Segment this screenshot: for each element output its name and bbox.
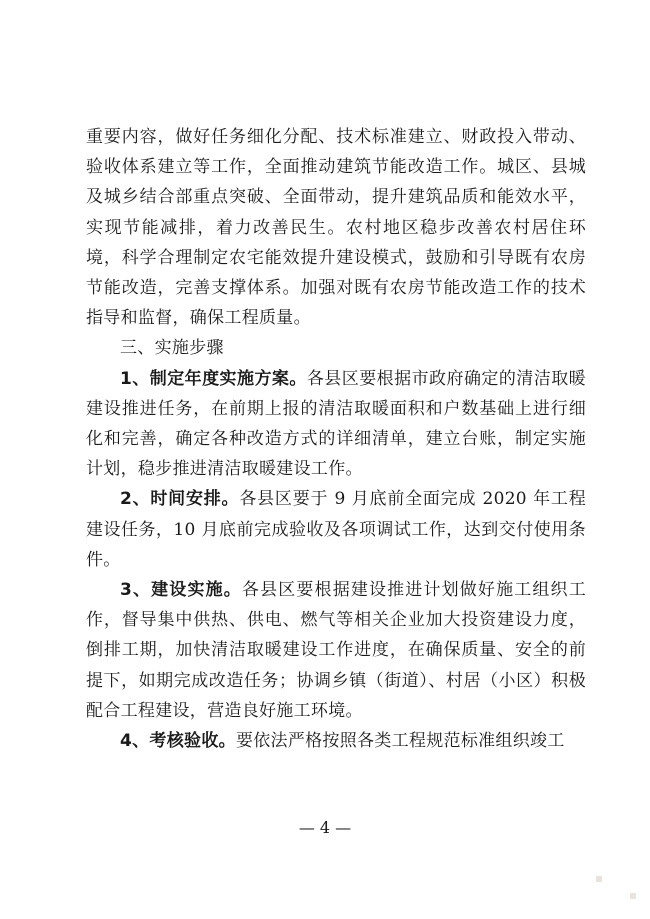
scan-mark <box>630 893 636 899</box>
step-title-4: 4、考核验收。 <box>120 731 236 752</box>
step-title-3: 3、建设实施。 <box>120 580 242 601</box>
scan-mark <box>596 876 602 882</box>
page-number: — 4 — <box>298 818 352 837</box>
step-item-4 <box>86 726 586 756</box>
step-item-3 <box>86 575 586 726</box>
paragraph-continuation: 重要内容，做好任务细化分配、技术标准建立、财政投入带动、验收体系建立等工作，全面推动建筑节能改造工作。城区、县城及城乡结合部重点突破、全面带动，提升建筑品质和能效水平，实现节能减排，着力改善民生。农村地区稳步改善农村居住环境，科学合理制定农宅能效提升建设模式，鼓励和引导既有农房节能改造，完善支撑体系。加强对既有农房节能改造工作的技术指导和监督，确保工程质量。 <box>86 127 586 329</box>
step-body-3: 各县区要根据建设推进计划做好施工组织工作，督导集中供热、供电、燃气等相关企业加大投资建设力度，倒排工期，加快清洁取暖建设工作进度，在确保质量、安全的前提下，如期完成改造任务；协调乡镇（街道）、村居（小区）积极配合工程建设，营造良好施工环境。 <box>86 580 586 721</box>
step-title-1: 1、制定年度实施方案。 <box>120 368 307 389</box>
step-body-4: 要依法严格按照各类工程规范标准组织竣工 <box>235 731 565 752</box>
step-body-2: 各县区要于 9 月底前全面完成 2020 年工程建设任务，10 月底前完成验收及各项调试工作，达到交付使用条件。 <box>86 489 586 570</box>
step-item-1 <box>86 364 586 485</box>
section-heading: 三、实施步骤 <box>120 338 224 359</box>
step-title-2: 2、时间安排。 <box>120 489 240 510</box>
step-body-1: 各县区要根据市政府确定的清洁取暖建设推进任务，在前期上报的清洁取暖面积和户数基础上进行细化和完善，确定各种改造方式的详细清单，建立台账，制定实施计划，稳步推进清洁取暖建设工作。 <box>86 368 586 480</box>
document-body <box>86 122 586 756</box>
step-item-2 <box>86 484 586 575</box>
